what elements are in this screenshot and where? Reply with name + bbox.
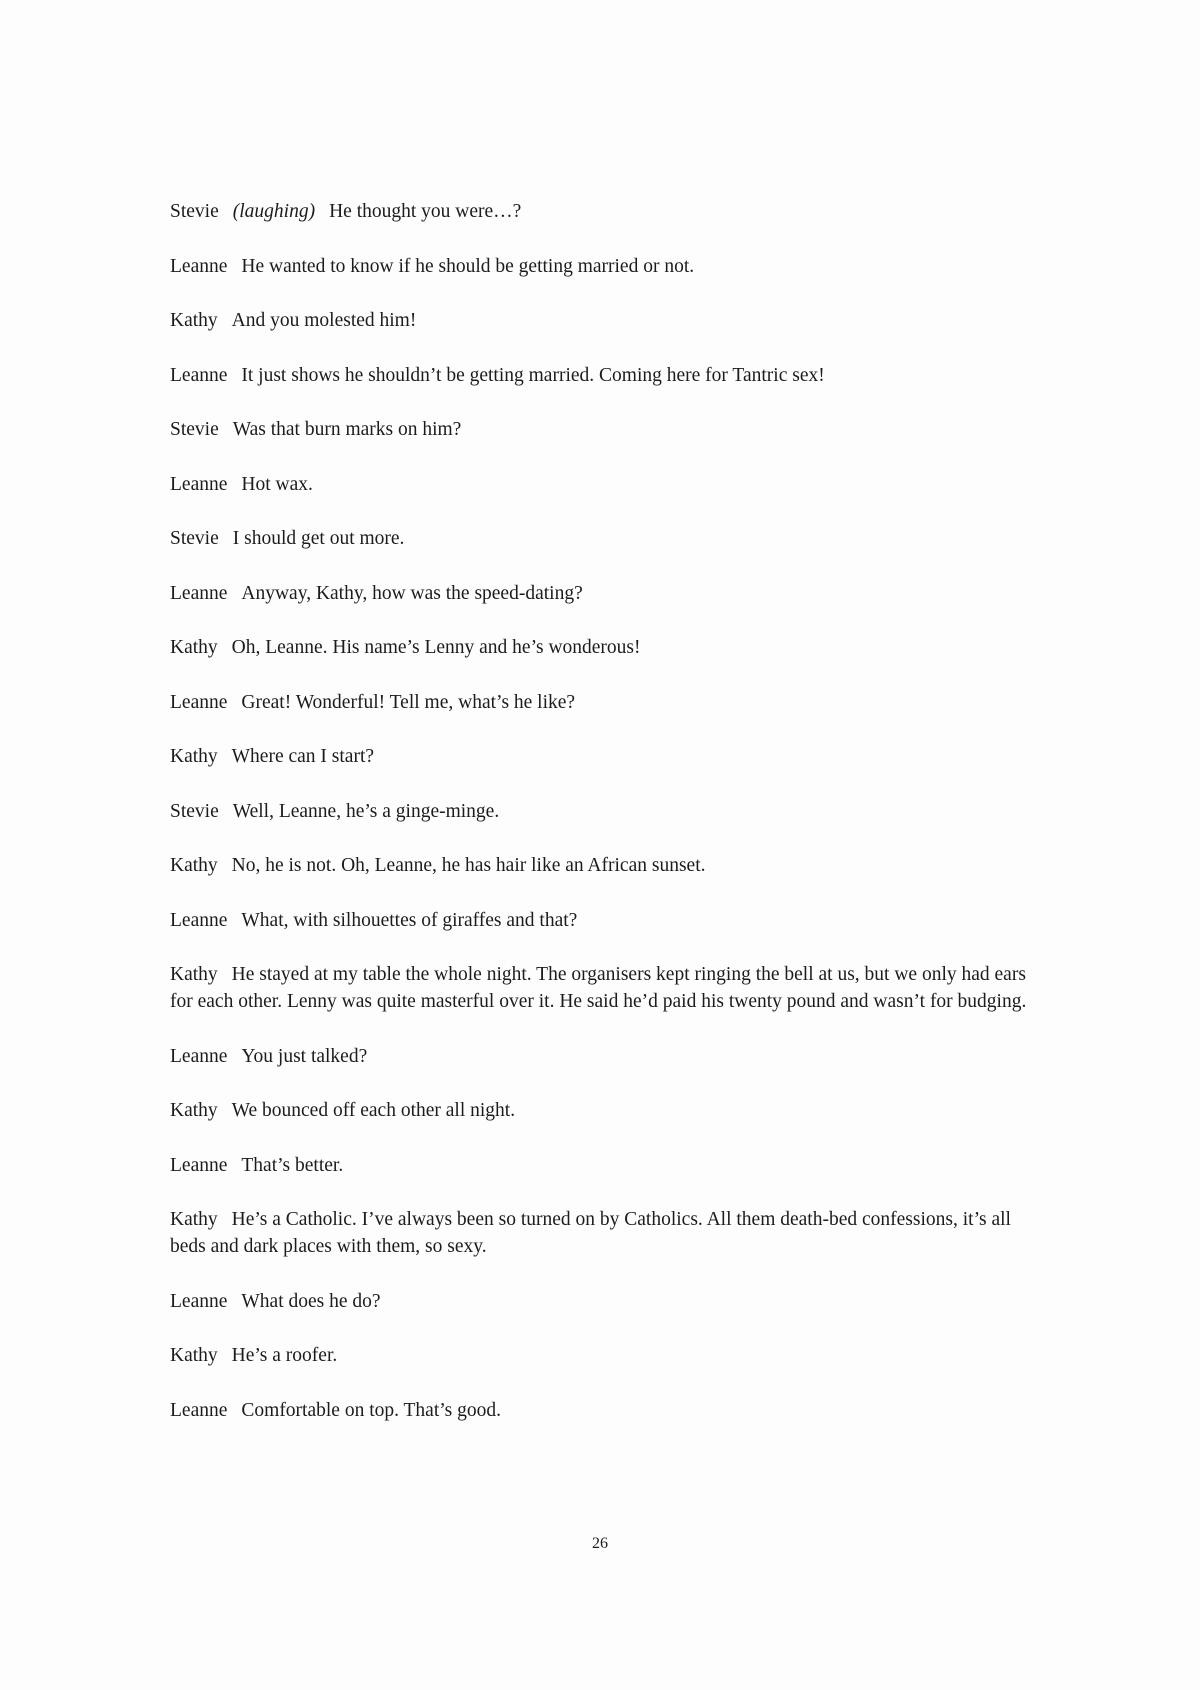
- dialogue-line: [170, 634, 1040, 661]
- speaker-name: Leanne: [170, 473, 228, 495]
- dialogue-text: Where can I start?: [231, 746, 375, 767]
- stage-direction: (laughing): [232, 201, 316, 222]
- dialogue-text: It just shows he shouldn’t be getting married. Coming here for Tantric sex!: [241, 364, 825, 386]
- dialogue-line: [170, 907, 1040, 934]
- dialogue-text: That’s better.: [241, 1154, 344, 1176]
- speaker-name: Stevie: [170, 528, 219, 549]
- speaker-name: Kathy: [170, 746, 218, 767]
- dialogue-line: [170, 1097, 1040, 1124]
- speaker-name: Stevie: [170, 800, 219, 822]
- dialogue-line: [170, 1397, 1040, 1424]
- dialogue-text: And you molested him!: [231, 310, 417, 331]
- dialogue-block: [170, 198, 1040, 1451]
- speaker-name: Leanne: [170, 1290, 228, 1312]
- speaker-name: Leanne: [170, 1154, 228, 1176]
- dialogue-line: [170, 253, 1040, 280]
- dialogue-text: I should get out more.: [232, 528, 405, 549]
- dialogue-text: He stayed at my table the whole night. The organisers kept ringing the bell at us, but we only had ears for each other. Lenny was quite masterful over it. He said he’d paid his twenty pound and wasn’t for budging.: [170, 964, 1027, 1012]
- dialogue-text: You just talked?: [241, 1045, 368, 1067]
- speaker-name: Stevie: [170, 201, 219, 222]
- speaker-name: Kathy: [170, 310, 218, 331]
- dialogue-text: Oh, Leanne. His name’s Lenny and he’s wonderous!: [231, 637, 641, 658]
- dialogue-line: [170, 362, 1040, 389]
- dialogue-line: [170, 689, 1040, 716]
- dialogue-line: [170, 961, 1040, 1015]
- dialogue-text: What, with silhouettes of giraffes and that?: [241, 909, 578, 931]
- speaker-name: Kathy: [170, 855, 218, 876]
- dialogue-line: [170, 852, 1040, 879]
- dialogue-text: Anyway, Kathy, how was the speed-dating?: [241, 582, 583, 604]
- speaker-name: Leanne: [170, 364, 228, 386]
- dialogue-line: [170, 1043, 1040, 1070]
- speaker-name: Kathy: [170, 1345, 218, 1366]
- dialogue-text: We bounced off each other all night.: [231, 1100, 516, 1121]
- dialogue-text: Well, Leanne, he’s a ginge-minge.: [232, 800, 500, 822]
- dialogue-text: He’s a roofer.: [231, 1345, 338, 1366]
- dialogue-text: Hot wax.: [241, 473, 313, 495]
- dialogue-line: [170, 743, 1040, 770]
- dialogue-text: Great! Wonderful! Tell me, what’s he like?: [241, 691, 576, 713]
- page-number: 26: [592, 1535, 608, 1552]
- dialogue-text: He thought you were…?: [329, 201, 522, 222]
- dialogue-line: [170, 798, 1040, 825]
- dialogue-text: He’s a Catholic. I’ve always been so turned on by Catholics. All them death-bed confessions, it’s all beds and dark places with them, so sexy.: [170, 1209, 1011, 1257]
- dialogue-text: Was that burn marks on him?: [232, 419, 462, 440]
- dialogue-text: Comfortable on top. That’s good.: [241, 1399, 502, 1421]
- dialogue-line: [170, 1288, 1040, 1315]
- dialogue-line: [170, 307, 1040, 334]
- dialogue-line: [170, 1206, 1040, 1260]
- speaker-name: Leanne: [170, 582, 228, 604]
- dialogue-text: No, he is not. Oh, Leanne, he has hair like an African sunset.: [231, 855, 706, 876]
- dialogue-line: [170, 1342, 1040, 1369]
- dialogue-line: [170, 471, 1040, 498]
- speaker-name: Leanne: [170, 1045, 228, 1067]
- speaker-name: Leanne: [170, 255, 228, 277]
- speaker-name: Kathy: [170, 1100, 218, 1121]
- speaker-name: Leanne: [170, 1399, 228, 1421]
- speaker-name: Leanne: [170, 691, 228, 713]
- dialogue-line: [170, 580, 1040, 607]
- speaker-name: Kathy: [170, 1209, 218, 1230]
- speaker-name: Stevie: [170, 419, 219, 440]
- dialogue-text: What does he do?: [241, 1290, 381, 1312]
- dialogue-line: [170, 1152, 1040, 1179]
- dialogue-line: [170, 198, 1040, 225]
- speaker-name: Kathy: [170, 964, 218, 985]
- speaker-name: Kathy: [170, 637, 218, 658]
- speaker-name: Leanne: [170, 909, 228, 931]
- dialogue-line: [170, 416, 1040, 443]
- dialogue-text: He wanted to know if he should be getting married or not.: [241, 255, 695, 277]
- dialogue-line: [170, 525, 1040, 552]
